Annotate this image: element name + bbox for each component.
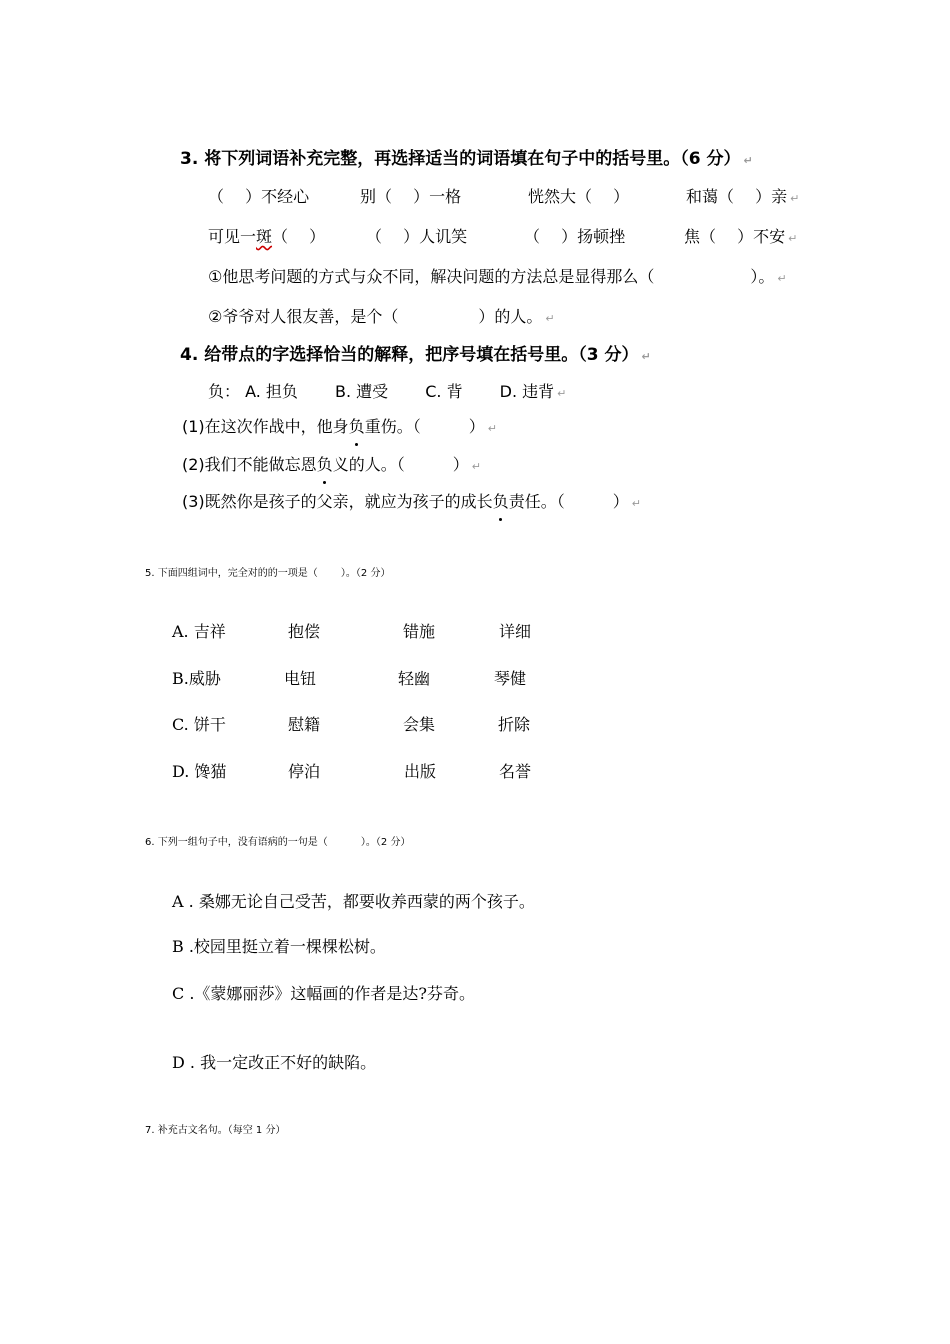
q3-title: 3. 将下列词语补充完整，再选择适当的词语填在句子中的括号里。（6 分） ↵: [180, 149, 753, 169]
q3-sentence-2: ②爷爷对人很友善，是个（ ）的人。 ↵: [208, 307, 555, 326]
q5-row-a: A. 吉祥 抱偿 错施 详细: [172, 622, 532, 641]
q4-sentence-2: (2)我们不能做忘恩负义的人。（ ） ↵: [182, 452, 481, 475]
q4-title: 4. 给带点的字选择恰当的解释，把序号填在括号里。（3 分） ↵: [180, 345, 651, 365]
dotted-char: 负: [493, 489, 509, 512]
q4-sentence-1: (1)在这次作战中，他身负重伤。（ ） ↵: [182, 414, 497, 437]
q6-option-a: A . 桑娜无论自己受苦，都要收养西蒙的两个孩子。: [172, 892, 535, 911]
q3-word-8: 焦（ ）不安 ↵: [684, 227, 798, 246]
dotted-char: 负: [349, 414, 365, 437]
q4-sentence-3: (3)既然你是孩子的父亲，就应为孩子的成长负责任。（ ） ↵: [182, 489, 641, 512]
q3-word-5: 可见一斑（ ）: [208, 227, 326, 246]
q4-options: 负： A. 担负 B. 遭受 C. 背 D. 违背 ↵: [208, 382, 567, 401]
q3-row2: [0, 224, 950, 248]
q3-word-4: 和蔼（ ）亲 ↵: [686, 187, 800, 206]
q5-title: 5. 下面四组词中，完全对的的一项是（ ）。（2 分）: [145, 568, 391, 579]
q3-sentence-1: ①他思考问题的方式与众不同，解决问题的方法总是显得那么（ ）。 ↵: [208, 267, 787, 286]
dotted-char: 负: [317, 452, 333, 475]
q3-word-7: （ ）扬顿挫: [524, 227, 626, 246]
q3-word-1: （ ）不经心: [208, 187, 310, 206]
q3-word-6: （ ）人讥笑: [366, 227, 468, 246]
q3-row1: [0, 184, 950, 208]
q5-row-d: D. 馋猫 停泊 出版 名誉: [172, 762, 532, 781]
q6-option-b: B .校园里挺立着一棵棵松树。: [172, 937, 386, 956]
q5-row-b: B.威胁 电钮 轻幽 琴健: [172, 669, 527, 688]
q5-row-c: C. 饼干 慰籍 会集 折除: [172, 715, 531, 734]
q3-word-2: 别（ ）一格: [360, 187, 462, 206]
q6-option-d: D . 我一定改正不好的缺陷。: [172, 1053, 377, 1072]
q6-option-c: C .《蒙娜丽莎》这幅画的作者是达?芬奇。: [172, 984, 475, 1003]
q7-title: 7. 补充古文名句。（每空 1 分）: [145, 1125, 286, 1136]
q6-title: 6. 下列一组句子中，没有语病的一句是（ ）。（2 分）: [145, 837, 411, 848]
q3-word-3: 恍然大（ ）: [528, 187, 630, 206]
